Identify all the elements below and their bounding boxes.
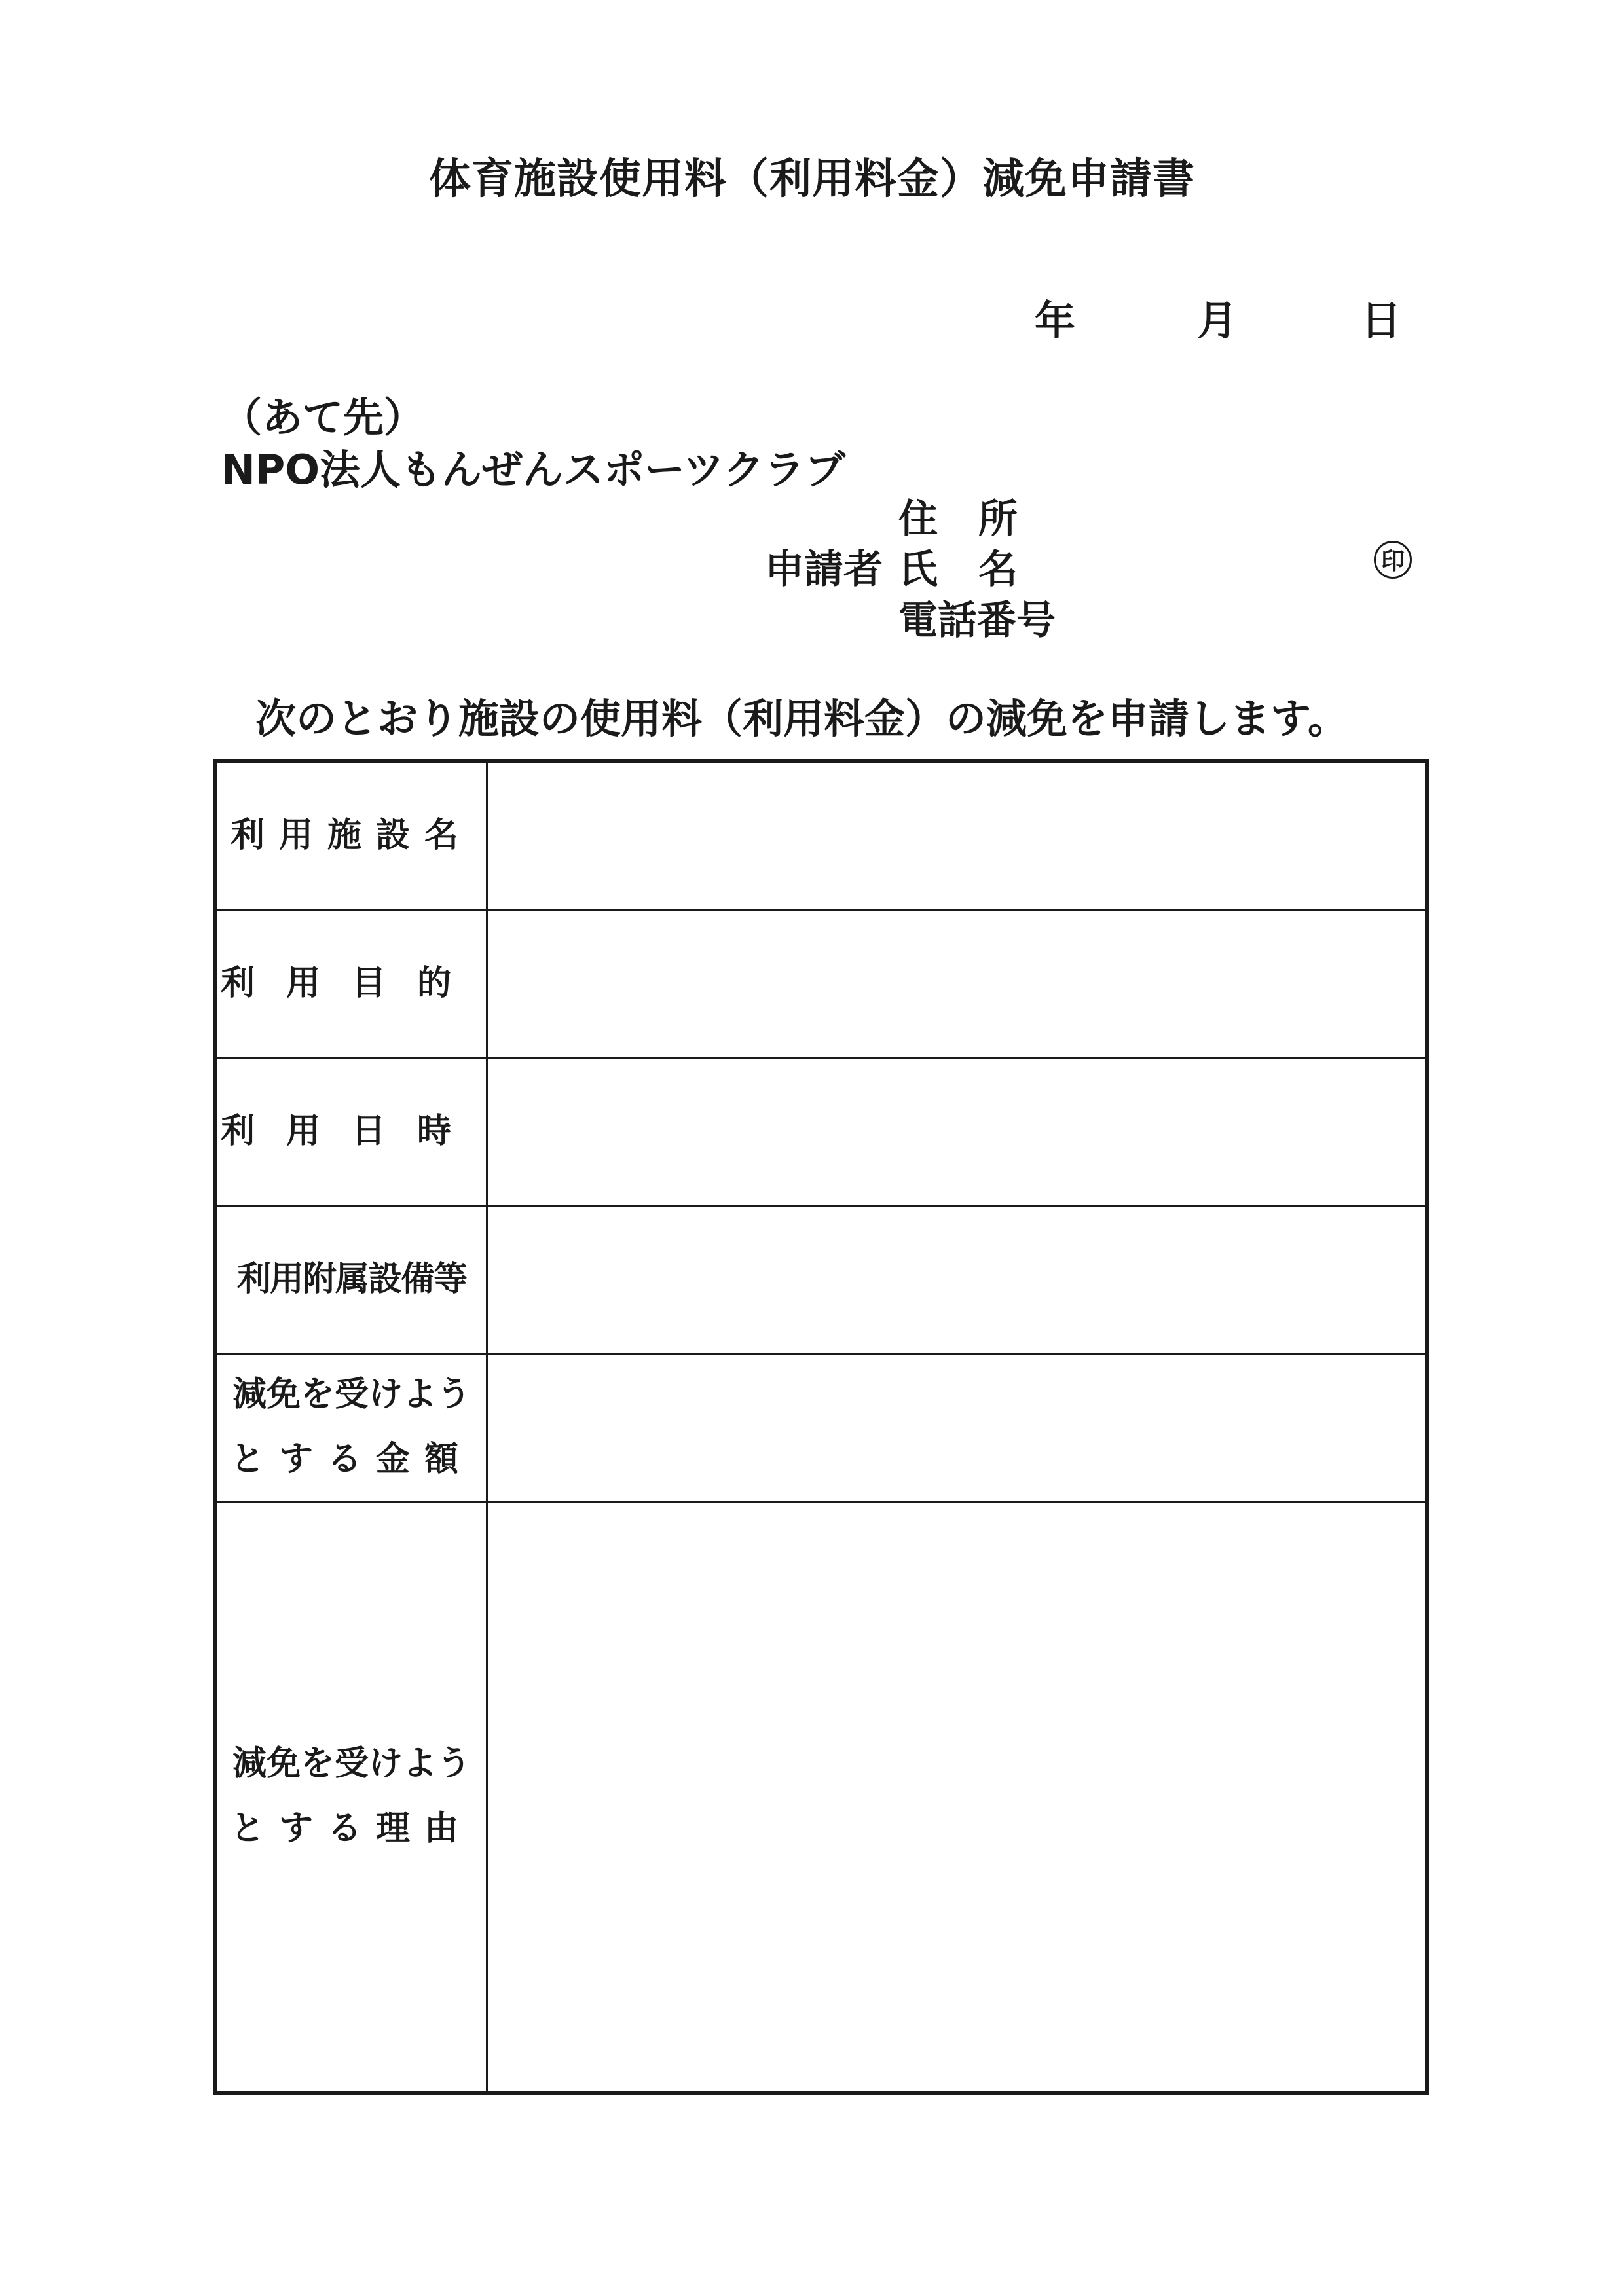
applicant-phone-label: 電話番号 (898, 598, 1056, 644)
table-row (215, 1205, 1427, 1353)
seal-mark: 印 (1374, 541, 1412, 579)
intro-statement: 次のとおり施設の使用料（利用料金）の減免を申請します。 (255, 695, 1349, 742)
application-form-table (213, 759, 1429, 2095)
purpose-field[interactable] (487, 909, 1428, 1057)
equipment-field[interactable] (487, 1205, 1428, 1353)
datetime-field[interactable] (487, 1057, 1428, 1205)
equipment-label: 利用附属設備等 (215, 1205, 487, 1353)
exemption-amount-label: 減免を受けよう とする金額 (215, 1353, 487, 1501)
exemption-reason-field[interactable] (487, 1501, 1428, 2093)
exemption-reason-label: 減免を受けよう とする理由 (215, 1501, 487, 2093)
table-row (215, 1501, 1427, 2093)
date-month-label: 月 (1197, 297, 1238, 344)
purpose-label: 利用目的 (215, 909, 487, 1057)
applicant-address-label: 住所 (898, 496, 1058, 542)
document-title: 体育施設使用料（利用料金）減免申請書 (429, 155, 1195, 204)
table-row (215, 1353, 1427, 1501)
facility-name-field[interactable] (487, 761, 1428, 909)
applicant-label: 申請者 (765, 547, 883, 592)
table-row (215, 909, 1427, 1057)
facility-name-label: 利用施設名 (215, 761, 487, 909)
table-row (215, 1057, 1427, 1205)
table-row (215, 761, 1427, 909)
addressee-label: （あて先） (221, 393, 425, 441)
date-day-label: 日 (1361, 297, 1402, 344)
datetime-label: 利用日時 (215, 1057, 487, 1205)
exemption-amount-field[interactable] (487, 1353, 1428, 1501)
addressee-name: NPO法人もんぜんスポーツクラブ (221, 446, 845, 494)
applicant-name-label: 氏名 (898, 547, 1058, 592)
date-year-label: 年 (1035, 297, 1076, 344)
